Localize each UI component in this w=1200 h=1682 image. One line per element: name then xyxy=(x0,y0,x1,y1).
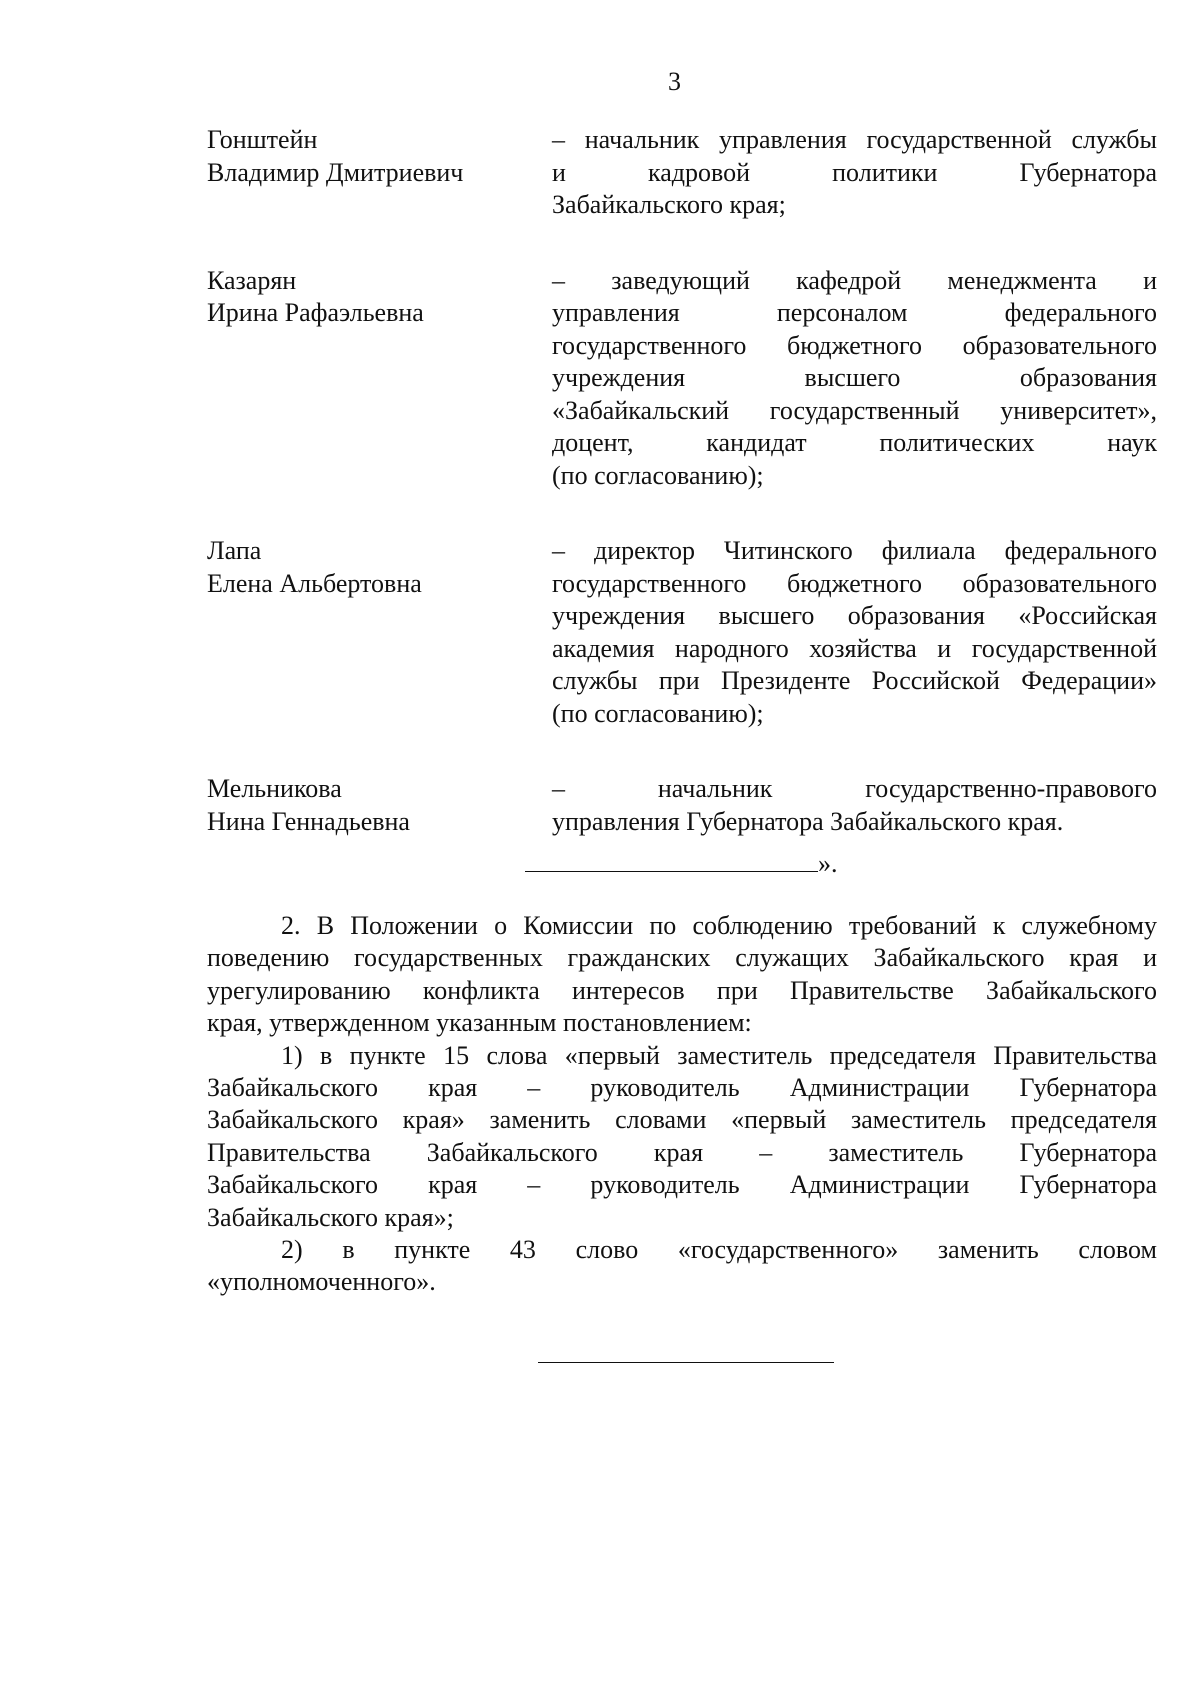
paragraph-line: Забайкальского края – руководитель Администрации Губернатора xyxy=(207,1073,1157,1103)
role-line: учреждения высшего образования «Российская xyxy=(552,601,1157,630)
member-entry xyxy=(207,124,1157,222)
paragraph-line: 2) в пункте 43 слово «государственного» заменить словом xyxy=(281,1235,1157,1265)
role-line: управления персоналом федерального xyxy=(552,298,1157,327)
member-surname: Лапа xyxy=(207,536,262,565)
paragraph-line: края, утвержденном указанным постановлением: xyxy=(207,1008,752,1038)
paragraph-line: Забайкальского края» заменить словами «первый заместитель председателя xyxy=(207,1105,1157,1135)
paragraph-line: 1) в пункте 15 слова «первый заместитель председателя Правительства xyxy=(281,1040,1157,1070)
member-entry xyxy=(207,535,1157,730)
paragraph-line: поведению государственных гражданских служащих Забайкальского края и xyxy=(207,943,1157,973)
member-name xyxy=(207,265,552,493)
role-line: доцент, кандидат политических наук xyxy=(552,428,1157,457)
member-role xyxy=(552,265,1157,493)
role-line: учреждения высшего образования xyxy=(552,363,1157,392)
role-line: (по согласованию); xyxy=(552,698,764,728)
member-given-names: Нина Геннадьевна xyxy=(207,806,410,836)
list-closing xyxy=(525,848,838,880)
closing-quote-mark: ». xyxy=(818,849,838,878)
member-role xyxy=(552,124,1157,222)
member-given-names: Ирина Рафаэльевна xyxy=(207,298,424,327)
role-line: «Забайкальский государственный университет», xyxy=(552,395,1157,425)
commission-member-list xyxy=(207,124,1157,838)
end-of-document-rule xyxy=(538,1362,834,1363)
role-line: академия народного хозяйства и государственной xyxy=(552,633,1157,663)
role-line: – заведующий кафедрой менеджмента и xyxy=(552,265,1157,295)
member-given-names: Владимир Дмитриевич xyxy=(207,157,464,187)
role-line: – начальник управления государственной службы xyxy=(552,125,1157,154)
role-line: (по согласованию); xyxy=(552,460,764,490)
paragraph-line: Забайкальского края»; xyxy=(207,1202,454,1232)
role-line: службы при Президенте Российской Федерации» xyxy=(552,666,1157,695)
role-line: Забайкальского края; xyxy=(552,190,786,219)
amendment-text xyxy=(207,910,1157,1299)
member-given-names: Елена Альбертовна xyxy=(207,568,422,598)
member-role xyxy=(552,535,1157,730)
paragraph-line: Забайкальского края – руководитель Администрации Губернатора xyxy=(207,1170,1157,1200)
member-name xyxy=(207,124,552,222)
role-line: государственного бюджетного образовательного xyxy=(552,330,1157,360)
member-entry xyxy=(207,265,1157,493)
paragraph-line: урегулированию конфликта интересов при Правительстве Забайкальского xyxy=(207,975,1157,1005)
paragraph-line: «уполномоченного». xyxy=(207,1267,436,1297)
member-surname: Казарян xyxy=(207,265,297,295)
role-line: и кадровой политики Губернатора xyxy=(552,157,1157,187)
role-line: – начальник государственно-правового xyxy=(552,774,1157,803)
member-name xyxy=(207,773,552,838)
role-line: – директор Читинского филиала федерального xyxy=(552,536,1157,565)
member-surname: Мельникова xyxy=(207,774,342,803)
member-role xyxy=(552,773,1157,838)
member-surname: Гонштейн xyxy=(207,125,318,154)
page-number: 3 xyxy=(668,67,681,96)
member-name xyxy=(207,535,552,730)
role-line: управления Губернатора Забайкальского края. xyxy=(552,806,1064,836)
member-entry xyxy=(207,773,1157,838)
role-line: государственного бюджетного образовательного xyxy=(552,568,1157,598)
closing-rule xyxy=(525,849,818,872)
paragraph-line: 2. В Положении о Комиссии по соблюдению требований к служебному xyxy=(281,911,1157,940)
paragraph-line: Правительства Забайкальского края – заместитель Губернатора xyxy=(207,1137,1157,1167)
